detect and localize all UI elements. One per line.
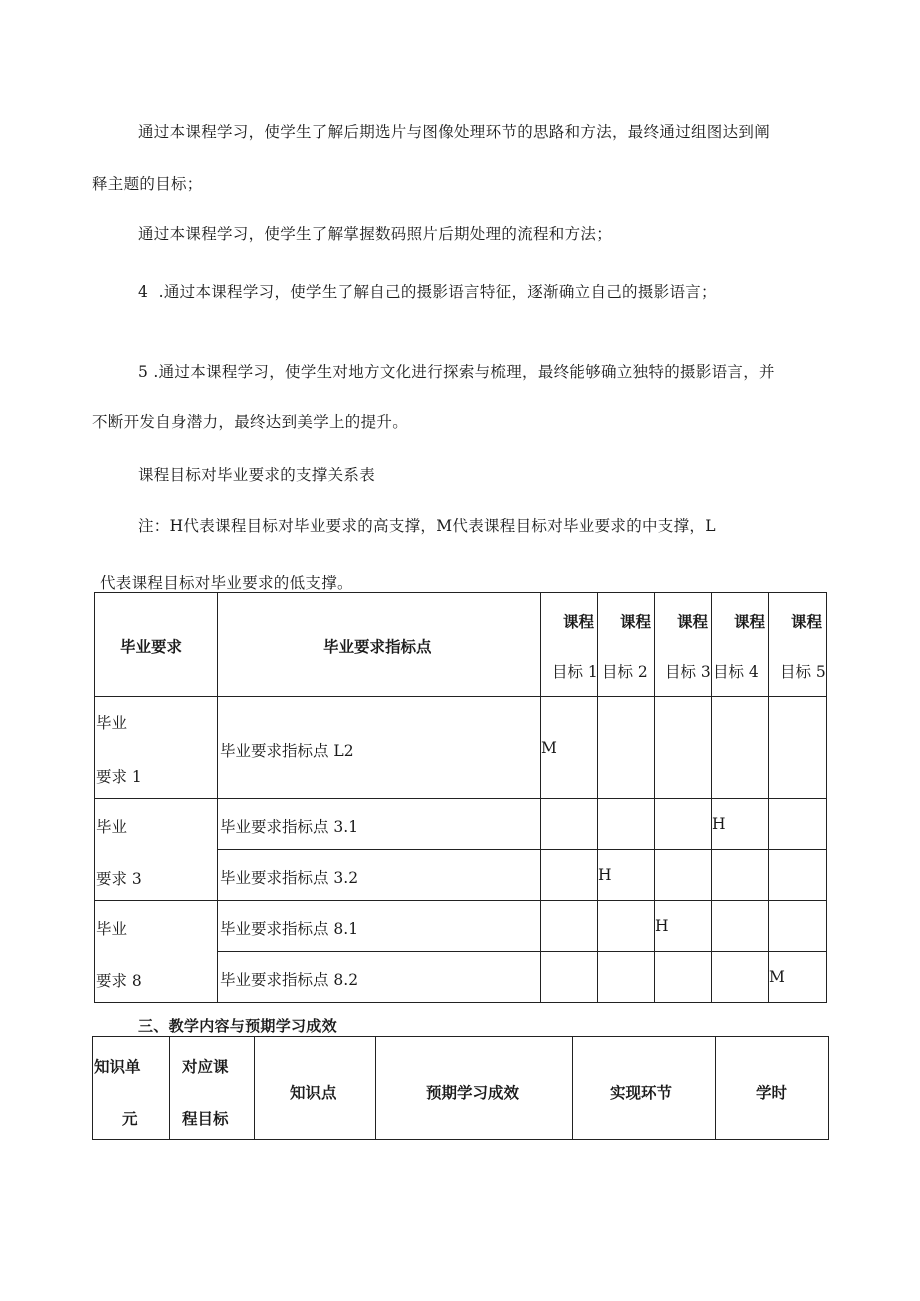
header-unit-line-1: 知识单 <box>94 1058 141 1076</box>
indicator-label: 毕业要求指标点 3.2 <box>220 869 359 887</box>
table-caption: 课程目标对毕业要求的支撑关系表 <box>138 466 376 484</box>
content-table-header-row <box>93 1037 829 1140</box>
header-indicator: 毕业要求指标点 <box>323 638 432 656</box>
header-goal-2-bottom: 目标 2 <box>602 663 648 681</box>
support-mark: M <box>541 739 557 757</box>
requirement-label-line-1: 毕业 <box>96 920 128 938</box>
support-mark: M <box>769 968 785 986</box>
support-mark: H <box>655 917 669 935</box>
header-goal-2-top: 课程 <box>620 613 652 631</box>
header-goal-3-bottom: 目标 3 <box>665 663 711 681</box>
paragraph-3: 4 .通过本课程学习，使学生了解自己的摄影语言特征，逐渐确立自己的摄影语言； <box>138 283 717 301</box>
header-goal-5-bottom: 目标 5 <box>780 663 826 681</box>
header-goal-3-top: 课程 <box>677 613 709 631</box>
support-mark: H <box>598 866 612 884</box>
header-goal-4-bottom: 目标 4 <box>713 663 759 681</box>
support-mark: H <box>712 815 726 833</box>
paragraph-2: 通过本课程学习，使学生了解掌握数码照片后期处理的流程和方法； <box>138 225 613 243</box>
header-goal-4-top: 课程 <box>734 613 766 631</box>
header-expected-outcomes: 预期学习成效 <box>426 1084 520 1102</box>
header-hours: 学时 <box>756 1084 788 1102</box>
note-line-2: 代表课程目标对毕业要求的低支撑。 <box>100 574 353 592</box>
header-goal-1-bottom: 目标 1 <box>552 663 598 681</box>
paragraph-1-line-1: 通过本课程学习，使学生了解后期选片与图像处理环节的思路和方法，最终通过组图达到阐 <box>138 123 771 141</box>
requirement-label-line-2: 要求 3 <box>96 870 142 888</box>
content-table <box>92 1036 829 1140</box>
header-goal-1-top: 课程 <box>563 613 595 631</box>
table-row <box>95 799 827 850</box>
header-unit-line-2: 元 <box>122 1110 138 1128</box>
indicator-label: 毕业要求指标点 L2 <box>220 742 354 760</box>
header-goal-line-1: 对应课 <box>182 1058 229 1076</box>
paragraph-1-line-2: 释主题的目标； <box>92 175 203 193</box>
section-heading: 三、教学内容与预期学习成效 <box>138 1017 337 1035</box>
requirement-label-line-1: 毕业 <box>96 714 128 732</box>
table-row <box>95 697 827 799</box>
header-knowledge-points: 知识点 <box>290 1084 337 1102</box>
note-line-1: 注：H代表课程目标对毕业要求的高支撑，M代表课程目标对毕业要求的中支撑，L <box>138 517 716 535</box>
paragraph-4-line-2: 不断开发自身潜力，最终达到美学上的提升。 <box>92 413 409 431</box>
table-row <box>95 901 827 952</box>
requirement-label-line-2: 要求 8 <box>96 972 142 990</box>
requirement-label-line-1: 毕业 <box>96 818 128 836</box>
indicator-label: 毕业要求指标点 8.1 <box>220 920 359 938</box>
header-implementation: 实现环节 <box>610 1084 673 1102</box>
support-table-header-row <box>95 593 827 697</box>
indicator-label: 毕业要求指标点 3.1 <box>220 818 359 836</box>
paragraph-4-line-1: 5 .通过本课程学习，使学生对地方文化进行探索与梳理，最终能够确立独特的摄影语言，并 <box>138 363 775 381</box>
support-table <box>94 592 827 1003</box>
requirement-label-line-2: 要求 1 <box>96 768 142 786</box>
header-goal-line-2: 程目标 <box>182 1110 229 1128</box>
header-requirement: 毕业要求 <box>120 638 183 656</box>
header-goal-5-top: 课程 <box>791 613 823 631</box>
indicator-label: 毕业要求指标点 8.2 <box>220 971 359 989</box>
